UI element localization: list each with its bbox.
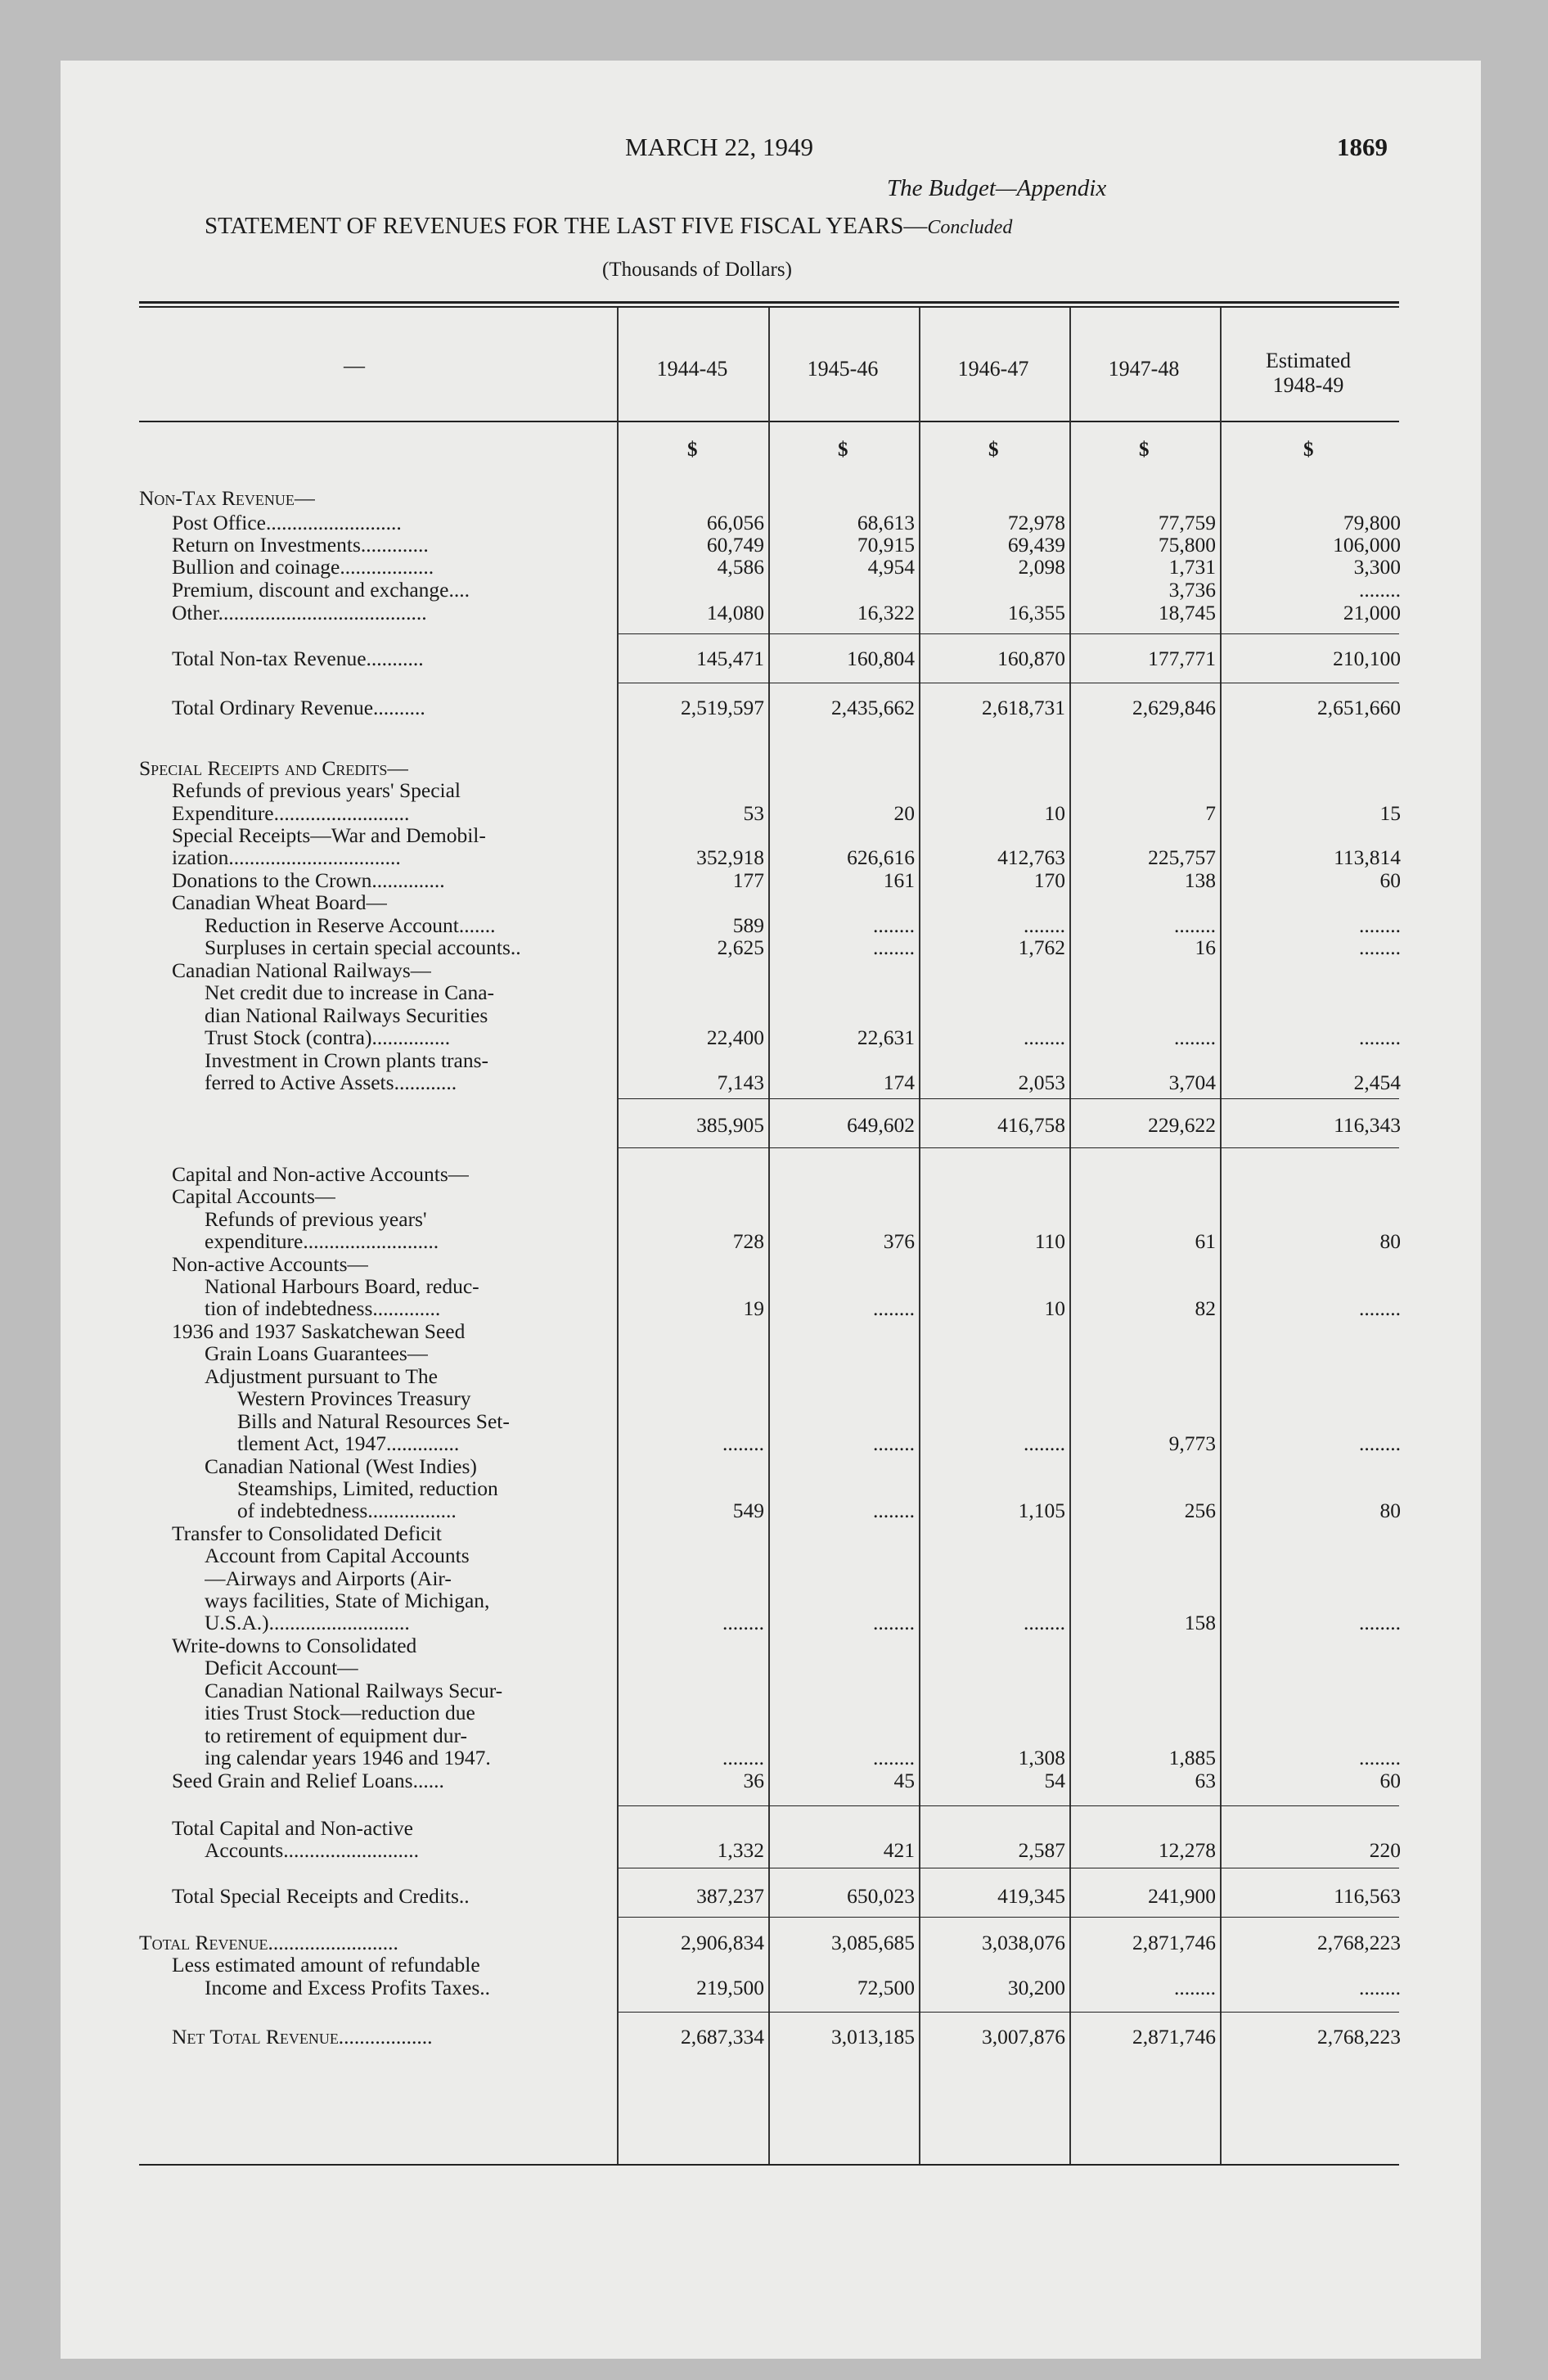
row-label: Write-downs to Consolidated (172, 1634, 417, 1657)
row-label: Income and Excess Profits Taxes.. (205, 1976, 490, 1999)
row-label: Steamships, Limited, reduction (237, 1476, 498, 1500)
cell-value: ........ (1174, 1025, 1216, 1049)
row-label: Reduction in Reserve Account....... (205, 913, 496, 937)
cell-value: ........ (873, 1296, 915, 1320)
row-label: Western Provinces Treasury (237, 1386, 471, 1410)
cell-value: 2,053 (1018, 1071, 1065, 1094)
cell-value: 2,519,597 (681, 696, 764, 719)
table-row (61, 533, 1481, 557)
cell-value: 177 (732, 868, 764, 892)
cell-value: 158 (1184, 1611, 1216, 1634)
cell-value: 69,439 (1007, 533, 1065, 557)
cell-value: ........ (873, 1431, 915, 1455)
cell-value: 82 (1195, 1296, 1216, 1320)
cell-value: 2,871,746 (1132, 1931, 1216, 1954)
row-label: Total Revenue......................... (139, 1931, 398, 1954)
cell-value: 4,586 (717, 555, 764, 579)
table-row (61, 511, 1481, 535)
currency-symbol: $ (1139, 439, 1150, 461)
column-header-year: 1947-48 (1108, 357, 1180, 381)
row-label: Refunds of previous years' (205, 1207, 427, 1231)
row-label: Post Office.......................... (172, 511, 402, 534)
table-row (61, 1296, 1481, 1321)
table-row (61, 1274, 1481, 1299)
subtotal-rule (619, 1805, 1399, 1806)
cell-value: ........ (873, 1746, 915, 1769)
cell-value: 160,804 (847, 647, 915, 670)
cell-value: 16,355 (1007, 601, 1065, 624)
statement-title-suffix: Concluded (927, 217, 1013, 238)
cell-value: 220 (1369, 1838, 1401, 1862)
table-row (61, 801, 1481, 826)
subtotal-rule (619, 633, 1399, 634)
cell-value: 3,013,185 (831, 2025, 915, 2049)
row-label: tlement Act, 1947.............. (237, 1431, 460, 1455)
table-row (61, 1746, 1481, 1770)
row-label: Investment in Crown plants trans- (205, 1048, 489, 1072)
cell-value: 138 (1184, 868, 1216, 892)
cell-value: 3,007,876 (982, 2025, 1065, 2049)
cell-value: ........ (873, 1611, 915, 1634)
cell-value: ........ (873, 913, 915, 937)
table-row (61, 1364, 1481, 1389)
cell-value: 229,622 (1148, 1113, 1216, 1137)
row-label: Capital and Non-active Accounts— (172, 1162, 470, 1186)
cell-value: 7 (1205, 801, 1216, 825)
row-label: Canadian National Railways— (172, 958, 432, 982)
cell-value: 1,762 (1018, 935, 1065, 959)
row-label: Refunds of previous years' Special (172, 778, 461, 802)
cell-value: ........ (1359, 1611, 1401, 1634)
table-row (61, 823, 1481, 848)
row-label: Net credit due to increase in Cana- (205, 980, 495, 1004)
table-row (61, 1544, 1481, 1568)
cell-value: 21,000 (1343, 601, 1401, 624)
row-label: Canadian National (West Indies) (205, 1454, 477, 1478)
cell-value: ........ (873, 1499, 915, 1522)
cell-value: 106,000 (1333, 533, 1401, 557)
cell-value: 241,900 (1148, 1884, 1216, 1908)
table-row (61, 1184, 1481, 1209)
row-label: Grain Loans Guarantees— (205, 1341, 429, 1365)
cell-value: ........ (1024, 913, 1065, 937)
cell-value: 16 (1195, 935, 1216, 959)
table-row (61, 486, 1481, 511)
cell-value: 1,332 (717, 1838, 764, 1862)
cell-value: 412,763 (997, 845, 1065, 869)
cell-value: 256 (1184, 1499, 1216, 1522)
cell-value: 66,056 (706, 511, 764, 534)
currency-symbol: $ (838, 439, 848, 461)
cell-value: 15 (1379, 801, 1401, 825)
table-row (61, 1589, 1481, 1613)
cell-value: 7,143 (717, 1071, 764, 1094)
cell-value: 75,800 (1158, 533, 1216, 557)
cell-value: 2,587 (1018, 1838, 1065, 1862)
cell-value: 12,278 (1158, 1838, 1216, 1862)
subtotal-rule (619, 1098, 1399, 1099)
units-note: (Thousands of Dollars) (602, 259, 792, 281)
cell-value: 80 (1379, 1229, 1401, 1253)
table-row (61, 1884, 1481, 1909)
row-label: to retirement of equipment dur- (205, 1724, 467, 1747)
cell-value: 10 (1044, 801, 1065, 825)
table-row (61, 890, 1481, 915)
cell-value: 210,100 (1333, 647, 1401, 670)
row-label: Special Receipts—War and Demobil- (172, 823, 486, 847)
subtotal-rule (619, 1917, 1399, 1918)
row-label: Bullion and coinage.................. (172, 555, 434, 579)
row-label: Total Capital and Non-active (172, 1816, 413, 1840)
cell-value: ........ (722, 1611, 764, 1634)
cell-value: ........ (1359, 1431, 1401, 1455)
cell-value: 589 (732, 913, 764, 937)
table-row (61, 1476, 1481, 1501)
cell-value: 77,759 (1158, 511, 1216, 534)
cell-value: 20 (893, 801, 915, 825)
cell-value: 3,704 (1168, 1071, 1216, 1094)
column-header-year: Estimated 1948-49 (1266, 349, 1351, 397)
row-label: Donations to the Crown.............. (172, 868, 445, 892)
row-label: ing calendar years 1946 and 1947. (205, 1746, 491, 1769)
table-row (61, 647, 1481, 671)
cell-value: 3,038,076 (982, 1931, 1065, 1954)
cell-value: ........ (722, 1746, 764, 1769)
row-label: dian National Railways Securities (205, 1003, 488, 1027)
table-row (61, 913, 1481, 938)
cell-value: ........ (1359, 913, 1401, 937)
cell-value: 4,954 (867, 555, 915, 579)
table-row (61, 1229, 1481, 1254)
cell-value: 2,687,334 (681, 2025, 764, 2049)
table-row (61, 958, 1481, 983)
table-row (61, 1656, 1481, 1680)
cell-value: 649,602 (847, 1113, 915, 1137)
cell-value: 70,915 (857, 533, 915, 557)
cell-value: ........ (1359, 1296, 1401, 1320)
table-row (61, 696, 1481, 720)
statement-title-main: STATEMENT OF REVENUES FOR THE LAST FIVE FISCAL YEARS— (205, 213, 928, 239)
table-row (61, 1409, 1481, 1434)
table-row (61, 1566, 1481, 1591)
cell-value: 2,098 (1018, 555, 1065, 579)
subtotal-rule (619, 1147, 1399, 1148)
cell-value: 2,629,846 (1132, 696, 1216, 719)
row-label: Capital Accounts— (172, 1184, 336, 1208)
row-label: Expenditure.......................... (172, 801, 410, 825)
cell-value: 728 (732, 1229, 764, 1253)
cell-value: 2,625 (717, 935, 764, 959)
row-label: tion of indebtedness............. (205, 1296, 441, 1320)
cell-value: 2,435,662 (831, 696, 915, 719)
row-label: Total Special Receipts and Credits.. (172, 1884, 470, 1908)
cell-value: 113,814 (1334, 845, 1401, 869)
row-label: Adjustment pursuant to The (205, 1364, 438, 1388)
cell-value: 1,885 (1168, 1746, 1216, 1769)
cell-value: 116,343 (1334, 1113, 1401, 1137)
row-label: Bills and Natural Resources Set- (237, 1409, 510, 1433)
cell-value: 72,500 (857, 1976, 915, 1999)
table-row (61, 1025, 1481, 1050)
table-row (61, 1724, 1481, 1748)
cell-value: 352,918 (696, 845, 764, 869)
document-page (61, 61, 1481, 2359)
row-label: Less estimated amount of refundable (172, 1953, 480, 1977)
table-row (61, 1048, 1481, 1073)
cell-value: ........ (873, 935, 915, 959)
table-row (61, 1634, 1481, 1658)
table-row (61, 756, 1481, 781)
row-label: Accounts.......................... (205, 1838, 420, 1862)
cell-value: 650,023 (847, 1884, 915, 1908)
cell-value: 219,500 (696, 1976, 764, 1999)
cell-value: 145,471 (696, 647, 764, 670)
row-label: Total Non-tax Revenue........... (172, 647, 424, 670)
table-row (61, 1679, 1481, 1703)
cell-value: ........ (1024, 1025, 1065, 1049)
table-row (61, 845, 1481, 870)
row-label: ization................................. (172, 845, 401, 869)
cell-value: 225,757 (1148, 845, 1216, 869)
table-row (61, 1252, 1481, 1277)
row-label: Non-active Accounts— (172, 1252, 369, 1276)
cell-value: 174 (883, 1071, 915, 1094)
currency-symbol: $ (687, 439, 698, 461)
table-row (61, 1521, 1481, 1546)
statement-title (205, 213, 1012, 240)
cell-value: 419,345 (997, 1884, 1065, 1908)
cell-value: 60,749 (706, 533, 764, 557)
table-top-rule (139, 301, 1399, 304)
cell-value: 376 (883, 1229, 915, 1253)
cell-value: 30,200 (1007, 1976, 1065, 1999)
column-header-year: 1946-47 (957, 357, 1029, 381)
cell-value: 160,870 (997, 647, 1065, 670)
row-label: Canadian National Railways Secur- (205, 1679, 503, 1702)
cell-value: 2,768,223 (1317, 1931, 1401, 1954)
row-label: Account from Capital Accounts (205, 1544, 470, 1567)
table-row (61, 1454, 1481, 1479)
table-row (61, 1816, 1481, 1841)
table-bottom-rule (139, 2164, 1399, 2166)
cell-value: 60 (1379, 1769, 1401, 1792)
cell-value: ........ (1359, 578, 1401, 602)
cell-value: 3,300 (1353, 555, 1401, 579)
row-label: Trust Stock (contra)............... (205, 1025, 451, 1049)
cell-value: 2,454 (1353, 1071, 1401, 1094)
table-row (61, 1319, 1481, 1344)
cell-value: 68,613 (857, 511, 915, 534)
row-label: Net Total Revenue.................. (172, 2025, 433, 2049)
table-row (61, 578, 1481, 602)
cell-value: ........ (1174, 913, 1216, 937)
row-label: —Airways and Airports (Air- (205, 1566, 452, 1590)
table-row (61, 1207, 1481, 1232)
cell-value: 2,651,660 (1317, 696, 1401, 719)
table-row (61, 980, 1481, 1005)
table-row (61, 1769, 1481, 1793)
cell-value: 1,731 (1168, 555, 1216, 579)
currency-symbol: $ (1303, 439, 1314, 461)
cell-value: 385,905 (696, 1113, 764, 1137)
cell-value: 54 (1044, 1769, 1065, 1792)
cell-value: 2,618,731 (982, 696, 1065, 719)
table-row (61, 1701, 1481, 1725)
cell-value: 626,616 (847, 845, 915, 869)
column-header-year: 1944-45 (656, 357, 728, 381)
cell-value: 116,563 (1334, 1884, 1401, 1908)
page-number: 1869 (1337, 133, 1388, 161)
cell-value: 36 (743, 1769, 764, 1792)
table-row (61, 1113, 1481, 1138)
cell-value: 9,773 (1168, 1431, 1216, 1455)
cell-value: 3,736 (1168, 578, 1216, 602)
table-row (61, 1838, 1481, 1863)
table-row (61, 1386, 1481, 1411)
table-row (61, 555, 1481, 579)
table-row (61, 1341, 1481, 1366)
table-row (61, 778, 1481, 803)
table-row (61, 935, 1481, 960)
row-label: Surpluses in certain special accounts.. (205, 935, 521, 959)
cell-value: 72,978 (1007, 511, 1065, 534)
row-label: Special Receipts and Credits— (139, 756, 408, 780)
cell-value: ........ (1359, 1976, 1401, 1999)
subtotal-rule (619, 2012, 1399, 2013)
row-label: Non-Tax Revenue— (139, 486, 316, 510)
table-row (61, 1931, 1481, 1955)
row-label: Return on Investments............. (172, 533, 429, 557)
row-label: ities Trust Stock—reduction due (205, 1701, 475, 1724)
cell-value: 16,322 (857, 601, 915, 624)
cell-value: 2,768,223 (1317, 2025, 1401, 2049)
cell-value: 110 (1034, 1229, 1065, 1253)
row-label: ferred to Active Assets............ (205, 1071, 457, 1094)
cell-value: 2,906,834 (681, 1931, 764, 1954)
cell-value: 19 (743, 1296, 764, 1320)
cell-value: 549 (732, 1499, 764, 1522)
currency-symbol: $ (988, 439, 999, 461)
column-header-year: 1945-46 (807, 357, 879, 381)
row-label: Transfer to Consolidated Deficit (172, 1521, 442, 1545)
cell-value: 45 (893, 1769, 915, 1792)
cell-value: ........ (1024, 1611, 1065, 1634)
cell-value: ........ (1359, 1025, 1401, 1049)
cell-value: 387,237 (696, 1884, 764, 1908)
table-row (61, 601, 1481, 625)
row-label: Premium, discount and exchange.... (172, 578, 470, 602)
cell-value: ........ (1024, 1431, 1065, 1455)
row-label: 1936 and 1937 Saskatchewan Seed (172, 1319, 466, 1343)
row-label: expenditure.......................... (205, 1229, 439, 1253)
row-label: Deficit Account— (205, 1656, 358, 1679)
cell-value: 22,400 (706, 1025, 764, 1049)
page-date: MARCH 22, 1949 (625, 133, 813, 161)
cell-value: 80 (1379, 1499, 1401, 1522)
cell-value: ........ (722, 1431, 764, 1455)
table-row (61, 1499, 1481, 1523)
table-row (61, 1162, 1481, 1187)
cell-value: 170 (1033, 868, 1065, 892)
cell-value: 79,800 (1343, 511, 1401, 534)
row-label: Other........................................ (172, 601, 427, 624)
cell-value: ........ (1359, 1746, 1401, 1769)
cell-value: 177,771 (1148, 647, 1216, 670)
cell-value: 1,105 (1018, 1499, 1065, 1522)
cell-value: 60 (1379, 868, 1401, 892)
row-label: U.S.A.)........................... (205, 1611, 410, 1634)
table-row (61, 1431, 1481, 1456)
cell-value: 3,085,685 (831, 1931, 915, 1954)
table-row (61, 1611, 1481, 1635)
cell-value: 18,745 (1158, 601, 1216, 624)
cell-value: 22,631 (857, 1025, 915, 1049)
cell-value: 1,308 (1018, 1746, 1065, 1769)
cell-value: 416,758 (997, 1113, 1065, 1137)
table-row (61, 1003, 1481, 1028)
row-label: Seed Grain and Relief Loans...... (172, 1769, 444, 1792)
cell-value: 14,080 (706, 601, 764, 624)
cell-value: 53 (743, 801, 764, 825)
cell-value: 61 (1195, 1229, 1216, 1253)
row-label: Canadian Wheat Board— (172, 890, 387, 914)
table-row (61, 1071, 1481, 1095)
cell-value: 2,871,746 (1132, 2025, 1216, 2049)
row-label: ways facilities, State of Michigan, (205, 1589, 490, 1612)
column-header-label: — (344, 354, 365, 377)
row-label: of indebtedness................. (237, 1499, 457, 1522)
cell-value: 161 (883, 868, 915, 892)
cell-value: 421 (883, 1838, 915, 1862)
row-label: National Harbours Board, reduc- (205, 1274, 479, 1298)
cell-value: ........ (1174, 1976, 1216, 1999)
table-row (61, 1976, 1481, 2000)
table-row (61, 868, 1481, 893)
table-row (61, 1953, 1481, 1977)
cell-value: 10 (1044, 1296, 1065, 1320)
row-label: Total Ordinary Revenue.......... (172, 696, 425, 719)
table-row (61, 2025, 1481, 2049)
cell-value: ........ (1359, 935, 1401, 959)
cell-value: 63 (1195, 1769, 1216, 1792)
page-subtitle: The Budget—Appendix (887, 175, 1107, 201)
